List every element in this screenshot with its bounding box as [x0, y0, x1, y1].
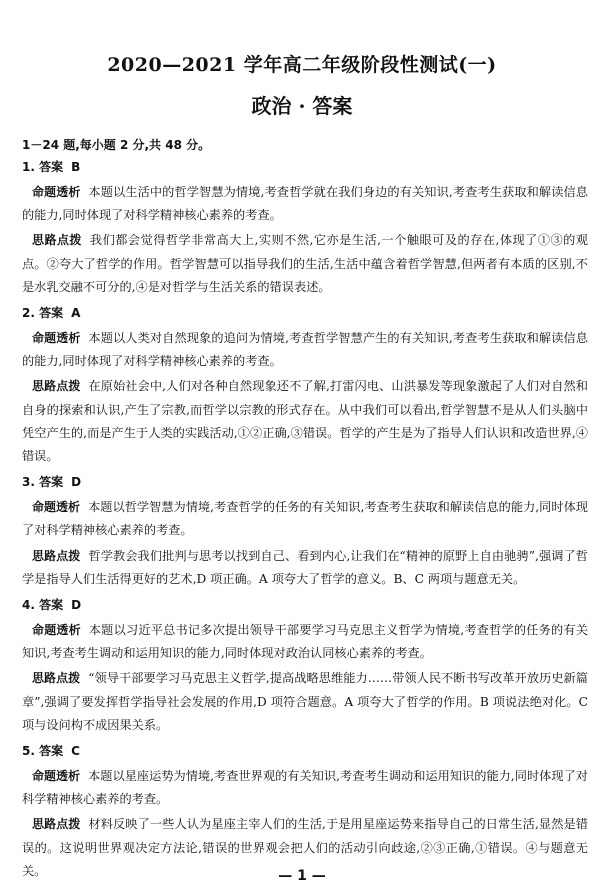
analysis-label: 命题透析	[32, 185, 81, 199]
analysis-paragraph	[22, 765, 588, 811]
analysis-text: 本题以习近平总书记多次提出领导干部要学习马克思主义哲学为情境,考查哲学的任务的有关知识,考查考生调动和运用知识的能力,同时体现对政治认同核心素养的考查。	[22, 623, 588, 661]
hint-label: 思路点拨	[32, 671, 81, 686]
hint-text: 材料反映了一些人认为星座主宰人们的生活,于是用星座运势来指导自己的日常生活,显然是错误的。这说明世界观决定方法论,错误的世界观会把人们的活动引向歧途,②③正确,①错误。④与题意无关。	[22, 817, 588, 878]
document-subtitle: 政治 · 答案	[251, 94, 353, 118]
analysis-paragraph	[22, 619, 588, 665]
analysis-text: 本题以人类对自然现象的追问为情境,考查哲学智慧产生的有关知识,考查考生获取和解读信息的能力,同时体现了对科学精神核心素养的考查。	[22, 331, 588, 369]
analysis-label: 命题透析	[32, 623, 81, 638]
answer-list	[22, 158, 588, 885]
analysis-label: 命题透析	[32, 331, 81, 346]
analysis-paragraph	[22, 327, 588, 373]
hint-text: 我们都会觉得哲学非常高大上,实则不然,它亦是生活,一个触眼可及的存在,体现了①③的观点。②夸大了哲学的作用。哲学智慧可以指导我们的生活,生活中蕴含着哲学智慧,但两者有本质的区别,不是水乳交融不可分的,④是对哲学与生活关系的错误表述。	[22, 233, 588, 294]
hint-paragraph	[22, 667, 588, 737]
document-title: 2020—2021 学年高二年级阶段性测试(一)	[107, 54, 497, 76]
hint-text: 哲学教会我们批判与思考以找到自己、看到内心,让我们在“精神的原野上自由驰骋”,强调了哲学是指导人们生活得更好的艺术,D 项正确。A 项夸大了哲学的意义。B、C 两项与题意无关。	[22, 548, 588, 586]
answer-letter: A	[71, 306, 81, 321]
answer-letter: C	[71, 744, 80, 759]
question-item	[22, 742, 588, 883]
hint-text: “领导干部要学习马克思主义哲学,提高战略思维能力……带领人民不断书写改革开放历史新篇章”,强调了要发挥哲学指导社会发展的作用,D 项符合题意。A 项夸大了哲学的作用。B 项说法绝对化。C 项与设问构不成因果关系。	[22, 671, 588, 732]
answer-label: 1. 答案	[22, 160, 64, 174]
hint-label: 思路点拨	[32, 817, 81, 832]
hint-label: 思路点拨	[32, 548, 81, 563]
answer-line	[22, 158, 588, 176]
hint-paragraph	[22, 229, 588, 299]
hint-paragraph	[22, 375, 588, 468]
answer-letter: B	[71, 160, 81, 174]
analysis-label: 命题透析	[32, 500, 81, 515]
answer-line	[22, 596, 588, 614]
hint-label: 思路点拨	[32, 233, 82, 248]
answer-letter: D	[71, 475, 82, 490]
analysis-text: 本题以星座运势为情境,考查世界观的有关知识,考查考生调动和运用知识的能力,同时体现了对科学精神核心素养的考查。	[22, 769, 588, 807]
hint-text: 在原始社会中,人们对各种自然现象还不了解,打雷闪电、山洪暴发等现象激起了人们对自然和自身的探索和认识,产生了宗教,而哲学以宗教的形式存在。从中我们可以看出,哲学智慧不是从人们头脑中凭空产生的,而是产生于人类的实践活动,①②正确,③错误。哲学的产生是为了指导人们认识和改造世界,④错误。	[22, 379, 588, 464]
section-intro: 1－24 题,每小题 2 分,共 48 分。	[22, 138, 211, 152]
answer-label: 3. 答案	[22, 475, 64, 490]
hint-label: 思路点拨	[32, 379, 81, 394]
question-item	[22, 473, 588, 591]
answer-label: 4. 答案	[22, 598, 64, 613]
hint-paragraph	[22, 545, 588, 591]
question-item	[22, 596, 588, 737]
question-item	[22, 304, 588, 468]
answer-letter: D	[71, 598, 82, 613]
analysis-paragraph	[22, 181, 588, 227]
analysis-paragraph	[22, 496, 588, 542]
question-item	[22, 158, 588, 299]
answer-line	[22, 742, 588, 760]
page-number: — 1 —	[278, 868, 326, 884]
answer-label: 5. 答案	[22, 744, 64, 759]
analysis-text: 本题以哲学智慧为情境,考查哲学的任务的有关知识,考查考生获取和解读信息的能力,同时体现了对科学精神核心素养的考查。	[22, 500, 588, 538]
answer-line	[22, 304, 588, 322]
answer-line	[22, 473, 588, 491]
analysis-text: 本题以生活中的哲学智慧为情境,考查哲学就在我们身边的有关知识,考查考生获取和解读信息的能力,同时体现了对科学精神核心素养的考查。	[22, 185, 588, 223]
answer-label: 2. 答案	[22, 306, 64, 321]
analysis-label: 命题透析	[32, 769, 81, 784]
